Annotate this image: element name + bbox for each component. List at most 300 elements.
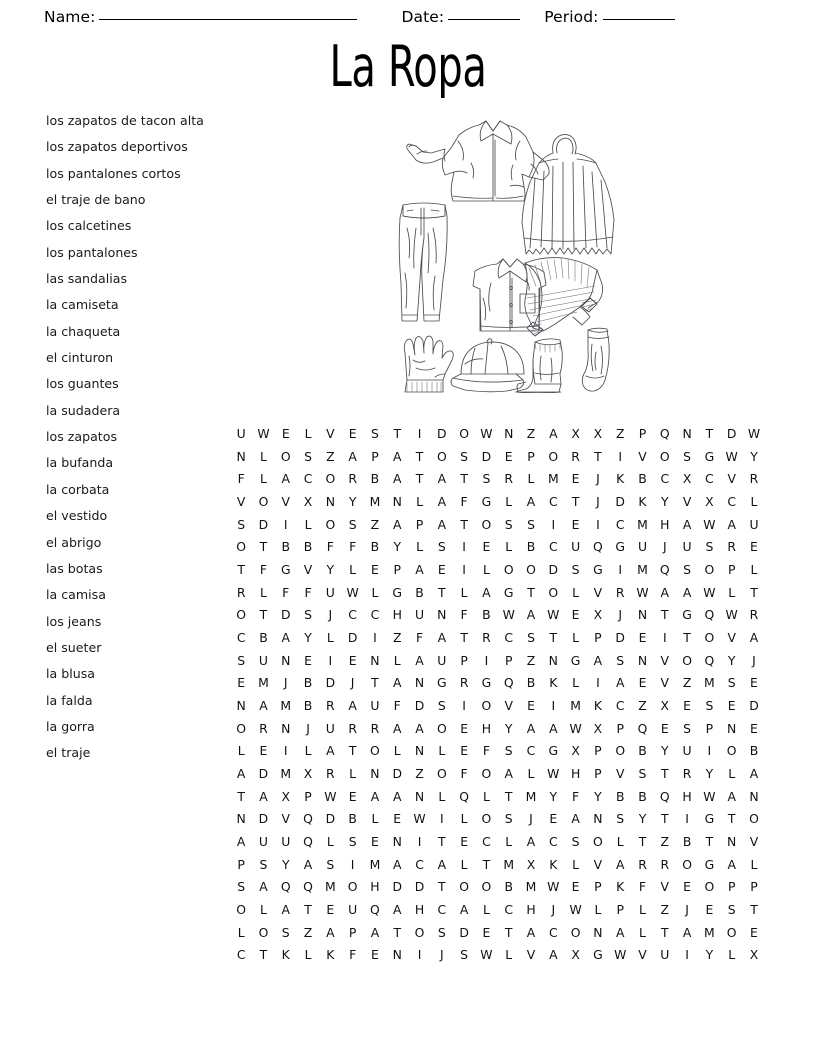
grid-cell[interactable]: W xyxy=(703,788,716,804)
grid-cell[interactable]: E xyxy=(437,561,446,577)
grid-cell[interactable]: O xyxy=(236,539,247,555)
grid-cell[interactable]: U xyxy=(325,584,335,600)
grid-cell[interactable]: G xyxy=(593,561,603,577)
grid-cell[interactable]: S xyxy=(504,516,513,532)
grid-cell[interactable]: G xyxy=(704,811,715,827)
grid-cell[interactable]: L xyxy=(505,947,513,963)
grid-cell[interactable]: Z xyxy=(303,924,313,940)
grid-cell[interactable]: Q xyxy=(593,539,603,555)
grid-cell[interactable]: W xyxy=(547,765,560,781)
grid-cell[interactable]: A xyxy=(615,675,625,691)
grid-cell[interactable]: O xyxy=(682,856,692,872)
grid-cell[interactable]: M xyxy=(525,788,537,804)
grid-cell[interactable]: H xyxy=(392,607,402,623)
grid-cell[interactable]: K xyxy=(281,947,290,963)
grid-cell[interactable]: C xyxy=(504,901,514,917)
grid-cell[interactable]: B xyxy=(303,697,313,713)
grid-cell[interactable]: R xyxy=(571,448,580,464)
grid-cell[interactable]: C xyxy=(526,743,536,759)
grid-cell[interactable]: G xyxy=(548,743,559,759)
grid-cell[interactable]: S xyxy=(482,471,491,487)
grid-cell[interactable]: E xyxy=(638,675,647,691)
grid-cell[interactable]: L xyxy=(639,924,646,940)
grid-cell[interactable]: A xyxy=(549,720,558,736)
grid-cell[interactable]: I xyxy=(685,947,689,963)
grid-cell[interactable]: W xyxy=(725,607,738,623)
grid-cell[interactable]: N xyxy=(593,811,603,827)
grid-cell[interactable]: I xyxy=(373,629,377,645)
grid-cell[interactable]: S xyxy=(326,856,335,872)
grid-cell[interactable]: V xyxy=(749,833,759,849)
grid-cell[interactable]: F xyxy=(259,561,268,577)
grid-cell[interactable]: H xyxy=(481,720,492,736)
grid-cell[interactable]: G xyxy=(481,493,492,509)
grid-cell[interactable]: O xyxy=(704,629,715,645)
grid-cell[interactable]: T xyxy=(415,448,424,464)
grid-cell[interactable]: Z xyxy=(415,765,424,781)
grid-cell[interactable]: O xyxy=(347,879,358,895)
grid-cell[interactable]: P xyxy=(415,516,424,532)
grid-cell[interactable]: L xyxy=(505,539,513,555)
grid-cell[interactable]: P xyxy=(616,720,624,736)
grid-cell[interactable]: W xyxy=(257,425,270,441)
grid-cell[interactable]: M xyxy=(369,493,381,509)
grid-cell[interactable]: L xyxy=(572,584,580,600)
grid-cell[interactable]: P xyxy=(594,629,602,645)
grid-cell[interactable]: S xyxy=(638,765,647,781)
grid-cell[interactable]: V xyxy=(281,811,290,827)
grid-cell[interactable]: B xyxy=(682,833,692,849)
grid-cell[interactable]: V xyxy=(504,697,513,713)
grid-cell[interactable]: L xyxy=(259,584,267,600)
grid-cell[interactable]: E xyxy=(683,697,691,713)
grid-cell[interactable]: M xyxy=(704,675,715,691)
grid-cell[interactable]: V xyxy=(727,471,736,487)
grid-cell[interactable]: Y xyxy=(705,947,714,963)
grid-cell[interactable]: Z xyxy=(526,425,536,441)
grid-cell[interactable]: X xyxy=(749,947,759,963)
grid-cell[interactable]: E xyxy=(571,607,580,623)
grid-cell[interactable]: F xyxy=(237,471,245,487)
grid-cell[interactable]: K xyxy=(549,675,558,691)
grid-cell[interactable]: O xyxy=(749,811,759,827)
grid-cell[interactable]: X xyxy=(682,471,692,487)
grid-cell[interactable]: U xyxy=(682,539,692,555)
grid-cell[interactable]: X xyxy=(571,947,580,963)
grid-cell[interactable]: C xyxy=(236,947,246,963)
grid-cell[interactable]: S xyxy=(237,516,246,532)
grid-cell[interactable]: T xyxy=(504,788,513,804)
grid-cell[interactable]: I xyxy=(283,516,288,532)
grid-cell[interactable]: J xyxy=(283,675,288,691)
grid-cell[interactable]: O xyxy=(503,561,514,577)
grid-cell[interactable]: V xyxy=(660,675,670,691)
grid-cell[interactable]: G xyxy=(280,561,291,577)
grid-cell[interactable]: L xyxy=(572,629,580,645)
grid-cell[interactable]: S xyxy=(504,743,513,759)
grid-cell[interactable]: O xyxy=(414,924,425,940)
grid-cell[interactable]: W xyxy=(703,516,716,532)
grid-cell[interactable]: J xyxy=(752,652,756,668)
grid-cell[interactable]: K xyxy=(326,947,335,963)
grid-cell[interactable]: L xyxy=(616,833,624,849)
grid-cell[interactable]: R xyxy=(326,697,335,713)
grid-cell[interactable]: A xyxy=(437,629,447,645)
grid-cell[interactable]: T xyxy=(504,924,513,940)
grid-cell[interactable]: Q xyxy=(280,879,291,895)
grid-cell[interactable]: G xyxy=(682,607,692,623)
grid-cell[interactable]: R xyxy=(749,471,759,487)
grid-cell[interactable]: X xyxy=(303,765,313,781)
grid-cell[interactable]: T xyxy=(661,811,669,827)
grid-cell[interactable]: E xyxy=(304,652,312,668)
grid-cell[interactable]: I xyxy=(462,561,466,577)
grid-cell[interactable]: Q xyxy=(659,561,670,577)
grid-cell[interactable]: A xyxy=(526,720,536,736)
grid-cell[interactable]: P xyxy=(237,856,245,872)
grid-cell[interactable]: U xyxy=(258,652,268,668)
grid-cell[interactable]: K xyxy=(616,879,625,895)
grid-cell[interactable]: Y xyxy=(705,765,714,781)
grid-cell[interactable]: P xyxy=(727,561,736,577)
grid-cell[interactable]: S xyxy=(437,924,446,940)
grid-cell[interactable]: I xyxy=(462,539,466,555)
grid-cell[interactable]: V xyxy=(727,629,736,645)
grid-cell[interactable]: G xyxy=(704,856,715,872)
grid-cell[interactable]: L xyxy=(393,652,401,668)
grid-cell[interactable]: W xyxy=(747,425,761,441)
grid-cell[interactable]: W xyxy=(346,584,359,600)
grid-cell[interactable]: A xyxy=(415,561,424,577)
grid-cell[interactable]: A xyxy=(326,743,335,759)
grid-cell[interactable]: A xyxy=(348,448,357,464)
grid-cell[interactable]: L xyxy=(371,584,379,600)
grid-cell[interactable]: O xyxy=(481,879,492,895)
grid-cell[interactable]: A xyxy=(415,720,424,736)
grid-cell[interactable]: R xyxy=(660,856,670,872)
grid-cell[interactable]: T xyxy=(259,539,268,555)
grid-cell[interactable]: Q xyxy=(503,675,514,691)
grid-cell[interactable]: W xyxy=(569,720,582,736)
grid-cell[interactable]: H xyxy=(414,901,425,917)
grid-cell[interactable]: L xyxy=(572,675,580,691)
grid-cell[interactable]: O xyxy=(459,879,469,895)
grid-cell[interactable]: L xyxy=(527,471,535,487)
grid-cell[interactable]: T xyxy=(460,471,468,487)
grid-cell[interactable]: E xyxy=(460,743,469,759)
grid-cell[interactable]: P xyxy=(460,652,468,668)
grid-cell[interactable]: T xyxy=(661,924,669,940)
grid-cell[interactable]: A xyxy=(571,811,580,827)
grid-cell[interactable]: J xyxy=(529,811,533,827)
grid-cell[interactable]: Q xyxy=(659,425,670,441)
grid-cell[interactable]: A xyxy=(437,493,447,509)
grid-cell[interactable]: T xyxy=(683,629,691,645)
grid-cell[interactable]: D xyxy=(325,811,336,827)
grid-cell[interactable]: T xyxy=(259,947,268,963)
grid-cell[interactable]: J xyxy=(596,493,600,509)
grid-cell[interactable]: F xyxy=(572,788,580,804)
grid-cell[interactable]: A xyxy=(749,765,759,781)
grid-cell[interactable]: O xyxy=(459,425,469,441)
grid-cell[interactable]: J xyxy=(596,471,600,487)
grid-cell[interactable]: B xyxy=(303,675,313,691)
grid-cell[interactable]: D xyxy=(325,675,336,691)
grid-cell[interactable]: L xyxy=(304,425,312,441)
grid-cell[interactable]: T xyxy=(371,675,379,691)
grid-cell[interactable]: N xyxy=(504,425,514,441)
grid-cell[interactable]: O xyxy=(236,607,247,623)
grid-cell[interactable]: M xyxy=(324,879,336,895)
grid-cell[interactable]: U xyxy=(281,833,291,849)
grid-cell[interactable]: A xyxy=(437,471,447,487)
grid-cell[interactable]: P xyxy=(527,448,535,464)
grid-cell[interactable]: H xyxy=(570,765,581,781)
grid-cell[interactable]: F xyxy=(460,765,468,781)
grid-cell[interactable]: T xyxy=(415,471,424,487)
grid-cell[interactable]: I xyxy=(662,629,667,645)
grid-cell[interactable]: M xyxy=(369,856,381,872)
grid-cell[interactable]: W xyxy=(502,607,515,623)
grid-cell[interactable]: S xyxy=(683,448,692,464)
grid-cell[interactable]: U xyxy=(682,743,692,759)
grid-cell[interactable]: T xyxy=(237,788,245,804)
grid-cell[interactable]: L xyxy=(594,901,602,917)
grid-cell[interactable]: L xyxy=(371,811,379,827)
grid-cell[interactable]: D xyxy=(615,629,625,645)
grid-cell[interactable]: P xyxy=(393,561,401,577)
grid-cell[interactable]: Y xyxy=(594,788,602,804)
grid-cell[interactable]: K xyxy=(593,697,602,713)
grid-cell[interactable]: Z xyxy=(682,675,692,691)
grid-cell[interactable]: T xyxy=(727,811,736,827)
grid-cell[interactable]: E xyxy=(259,743,268,759)
grid-cell[interactable]: I xyxy=(707,743,712,759)
grid-cell[interactable]: E xyxy=(482,539,491,555)
grid-cell[interactable]: W xyxy=(703,584,716,600)
grid-cell[interactable]: E xyxy=(281,425,290,441)
grid-cell[interactable]: L xyxy=(572,856,580,872)
grid-cell[interactable]: S xyxy=(259,856,268,872)
grid-cell[interactable]: N xyxy=(392,833,402,849)
grid-cell[interactable]: P xyxy=(705,720,714,736)
grid-cell[interactable]: A xyxy=(415,652,424,668)
grid-cell[interactable]: F xyxy=(349,947,357,963)
grid-cell[interactable]: Z xyxy=(615,425,625,441)
grid-cell[interactable]: M xyxy=(637,561,648,577)
grid-cell[interactable]: A xyxy=(236,765,246,781)
grid-cell[interactable]: I xyxy=(618,448,623,464)
grid-cell[interactable]: A xyxy=(504,765,513,781)
grid-cell[interactable]: L xyxy=(393,743,401,759)
grid-cell[interactable]: A xyxy=(549,947,558,963)
grid-cell[interactable]: K xyxy=(549,856,558,872)
grid-cell[interactable]: O xyxy=(236,720,247,736)
grid-cell[interactable]: O xyxy=(593,833,603,849)
grid-cell[interactable]: O xyxy=(370,743,380,759)
grid-cell[interactable]: E xyxy=(348,788,357,804)
period-blank-line[interactable] xyxy=(603,19,675,20)
grid-cell[interactable]: A xyxy=(727,788,736,804)
grid-cell[interactable]: A xyxy=(459,901,469,917)
grid-cell[interactable]: M xyxy=(503,856,515,872)
grid-cell[interactable]: O xyxy=(526,561,536,577)
grid-cell[interactable]: V xyxy=(615,765,625,781)
grid-cell[interactable]: D xyxy=(481,448,492,464)
grid-cell[interactable]: E xyxy=(750,720,758,736)
grid-cell[interactable]: W xyxy=(725,448,738,464)
grid-cell[interactable]: E xyxy=(348,425,357,441)
grid-cell[interactable]: L xyxy=(482,561,490,577)
grid-cell[interactable]: U xyxy=(749,516,759,532)
grid-cell[interactable]: S xyxy=(527,629,535,645)
grid-cell[interactable]: A xyxy=(526,493,536,509)
grid-cell[interactable]: L xyxy=(482,901,490,917)
grid-cell[interactable]: N xyxy=(414,743,425,759)
grid-cell[interactable]: Q xyxy=(370,901,380,917)
grid-cell[interactable]: L xyxy=(304,516,312,532)
grid-cell[interactable]: L xyxy=(460,584,468,600)
grid-cell[interactable]: E xyxy=(571,516,580,532)
grid-cell[interactable]: S xyxy=(504,811,513,827)
grid-cell[interactable]: L xyxy=(460,856,468,872)
grid-cell[interactable]: E xyxy=(460,720,469,736)
grid-cell[interactable]: N xyxy=(370,765,380,781)
grid-cell[interactable]: I xyxy=(551,697,556,713)
grid-cell[interactable]: X xyxy=(281,788,290,804)
grid-cell[interactable]: C xyxy=(482,833,491,849)
grid-cell[interactable]: L xyxy=(349,765,357,781)
grid-cell[interactable]: B xyxy=(281,539,290,555)
grid-cell[interactable]: W xyxy=(547,607,560,623)
grid-cell[interactable]: W xyxy=(614,947,627,963)
grid-cell[interactable]: O xyxy=(325,471,336,487)
grid-cell[interactable]: L xyxy=(237,743,245,759)
grid-cell[interactable]: P xyxy=(750,879,758,895)
name-blank-line[interactable] xyxy=(99,19,357,20)
grid-cell[interactable]: J xyxy=(439,947,444,963)
grid-cell[interactable]: A xyxy=(236,833,246,849)
grid-cell[interactable]: B xyxy=(526,675,536,691)
grid-cell[interactable]: A xyxy=(526,607,536,623)
grid-cell[interactable]: F xyxy=(282,584,290,600)
grid-cell[interactable]: E xyxy=(393,811,402,827)
grid-cell[interactable]: R xyxy=(615,584,625,600)
grid-cell[interactable]: S xyxy=(727,901,736,917)
grid-cell[interactable]: B xyxy=(370,471,380,487)
grid-cell[interactable]: W xyxy=(413,811,426,827)
grid-cell[interactable]: U xyxy=(571,539,581,555)
grid-cell[interactable]: L xyxy=(416,539,423,555)
grid-cell[interactable]: S xyxy=(304,448,312,464)
grid-cell[interactable]: N xyxy=(749,788,759,804)
grid-cell[interactable]: A xyxy=(549,425,558,441)
grid-cell[interactable]: L xyxy=(750,856,758,872)
grid-cell[interactable]: B xyxy=(749,743,759,759)
grid-cell[interactable]: T xyxy=(460,629,468,645)
grid-cell[interactable]: T xyxy=(661,607,669,623)
grid-cell[interactable]: L xyxy=(728,947,736,963)
grid-cell[interactable]: D xyxy=(615,493,625,509)
grid-cell[interactable]: B xyxy=(370,539,380,555)
grid-cell[interactable]: A xyxy=(281,471,290,487)
grid-cell[interactable]: Q xyxy=(303,811,313,827)
grid-cell[interactable]: N xyxy=(548,652,558,668)
grid-cell[interactable]: R xyxy=(459,675,469,691)
grid-cell[interactable]: I xyxy=(618,561,623,577)
grid-cell[interactable]: D xyxy=(414,697,425,713)
grid-cell[interactable]: E xyxy=(527,697,535,713)
grid-cell[interactable]: E xyxy=(750,539,758,555)
grid-cell[interactable]: L xyxy=(237,924,245,940)
grid-cell[interactable]: Q xyxy=(659,788,670,804)
grid-cell[interactable]: O xyxy=(436,765,447,781)
grid-cell[interactable]: S xyxy=(527,516,535,532)
grid-cell[interactable]: Q xyxy=(637,720,648,736)
word-search-grid[interactable] xyxy=(230,422,770,966)
grid-cell[interactable]: N xyxy=(637,652,648,668)
grid-cell[interactable]: T xyxy=(438,584,446,600)
grid-cell[interactable]: A xyxy=(392,448,402,464)
grid-cell[interactable]: J xyxy=(551,901,556,917)
grid-cell[interactable]: A xyxy=(392,788,402,804)
date-blank-line[interactable] xyxy=(448,19,520,20)
grid-cell[interactable]: A xyxy=(259,788,268,804)
grid-cell[interactable]: Z xyxy=(370,516,380,532)
grid-cell[interactable]: C xyxy=(727,493,736,509)
grid-cell[interactable]: Y xyxy=(281,856,290,872)
grid-cell[interactable]: P xyxy=(348,924,357,940)
grid-cell[interactable]: O xyxy=(481,516,492,532)
grid-cell[interactable]: O xyxy=(236,901,247,917)
grid-cell[interactable]: I xyxy=(350,856,355,872)
grid-cell[interactable]: L xyxy=(482,788,490,804)
grid-cell[interactable]: B xyxy=(504,879,513,895)
grid-cell[interactable]: C xyxy=(370,607,380,623)
grid-cell[interactable]: A xyxy=(593,652,603,668)
grid-cell[interactable]: C xyxy=(437,901,447,917)
grid-cell[interactable]: Y xyxy=(304,629,312,645)
grid-cell[interactable]: N xyxy=(414,675,425,691)
grid-cell[interactable]: W xyxy=(569,901,582,917)
grid-cell[interactable]: O xyxy=(481,811,492,827)
grid-cell[interactable]: E xyxy=(460,833,469,849)
grid-cell[interactable]: X xyxy=(593,720,603,736)
grid-cell[interactable]: Y xyxy=(727,652,736,668)
grid-cell[interactable]: P xyxy=(638,425,647,441)
grid-cell[interactable]: A xyxy=(682,584,692,600)
grid-cell[interactable]: T xyxy=(594,448,602,464)
grid-cell[interactable]: T xyxy=(438,833,446,849)
grid-cell[interactable]: E xyxy=(504,448,513,464)
grid-cell[interactable]: Y xyxy=(661,743,669,759)
grid-cell[interactable]: P xyxy=(594,879,602,895)
grid-cell[interactable]: A xyxy=(392,901,402,917)
grid-cell[interactable]: F xyxy=(349,539,357,555)
grid-cell[interactable]: B xyxy=(482,607,491,623)
grid-cell[interactable]: X xyxy=(705,493,714,509)
grid-cell[interactable]: B xyxy=(615,788,625,804)
grid-cell[interactable]: G xyxy=(392,584,403,600)
grid-cell[interactable]: F xyxy=(638,879,647,895)
grid-cell[interactable]: P xyxy=(594,765,602,781)
grid-cell[interactable]: D xyxy=(258,811,269,827)
grid-cell[interactable]: M xyxy=(258,675,269,691)
grid-cell[interactable]: L xyxy=(259,901,267,917)
grid-cell[interactable]: U xyxy=(236,425,246,441)
grid-cell[interactable]: E xyxy=(571,879,580,895)
grid-cell[interactable]: T xyxy=(438,879,446,895)
